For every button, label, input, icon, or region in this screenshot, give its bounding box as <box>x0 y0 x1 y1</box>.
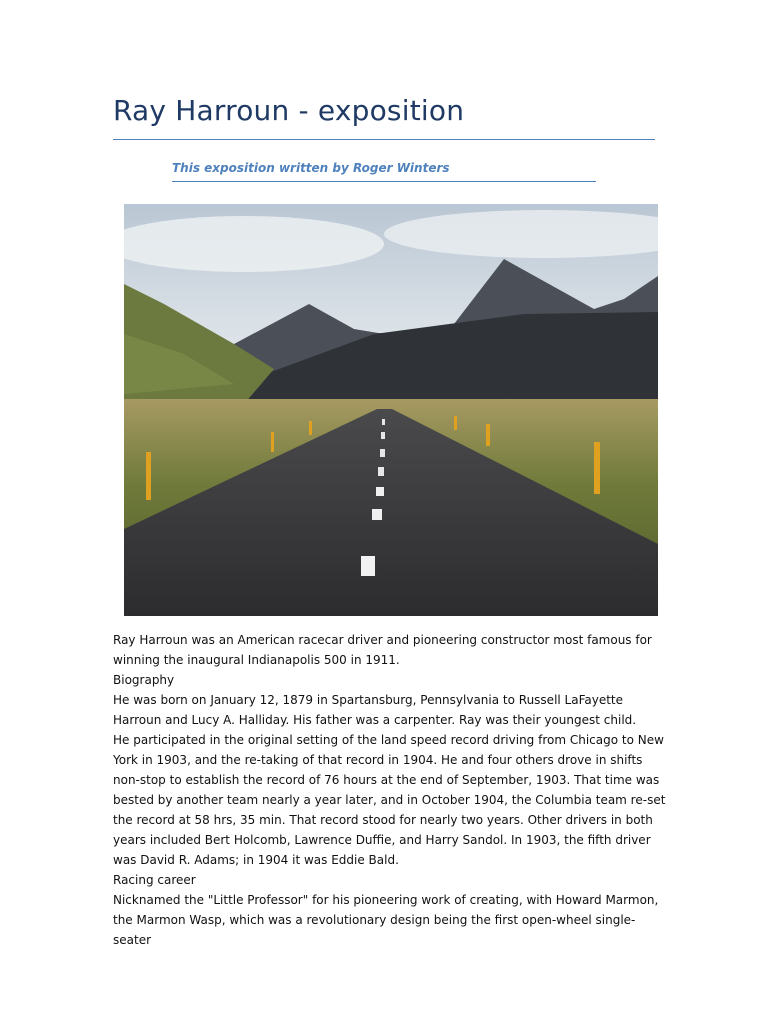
section-heading-racing-career: Racing career <box>113 873 196 887</box>
title-divider <box>113 139 655 140</box>
author-subtitle: This exposition written by Roger Winters <box>172 161 450 175</box>
road-landscape-photo <box>124 204 658 616</box>
biography-paragraph-1: He was born on January 12, 1879 in Spartansburg, Pennsylvania to Russell LaFayette Harroun and Lucy A. Halliday. His father was a carpenter. Ray was their youngest child. <box>113 693 637 727</box>
section-heading-biography: Biography <box>113 673 175 687</box>
racing-career-paragraph: Nicknamed the "Little Professor" for his pioneering work of creating, with Howard Marmon, the Marmon Wasp, which was a revolutionary design being the first open-wheel single-seater <box>113 893 659 947</box>
intro-paragraph: Ray Harroun was an American racecar driver and pioneering constructor most famous for winning the inaugural Indianapolis 500 in 1911. <box>113 633 652 667</box>
document-title: Ray Harroun - exposition <box>113 94 465 127</box>
subtitle-divider <box>172 181 596 182</box>
article-body <box>113 630 673 950</box>
biography-paragraph-2: He participated in the original setting of the land speed record driving from Chicago to New York in 1903, and the re-taking of that record in 1904. He and four others drove in shifts non-stop to establish the record of 76 hours at the end of September, 1903. That time was bested by another team nearly a year later, and in October 1904, the Columbia team re-set the record at 58 hrs, 35 min. That record stood for nearly two years. Other drivers in both years included Bert Holcomb, Lawrence Duffie, and Harry Sandol. In 1903, the fifth driver was David R. Adams; in 1904 it was Eddie Bald. <box>113 733 666 867</box>
